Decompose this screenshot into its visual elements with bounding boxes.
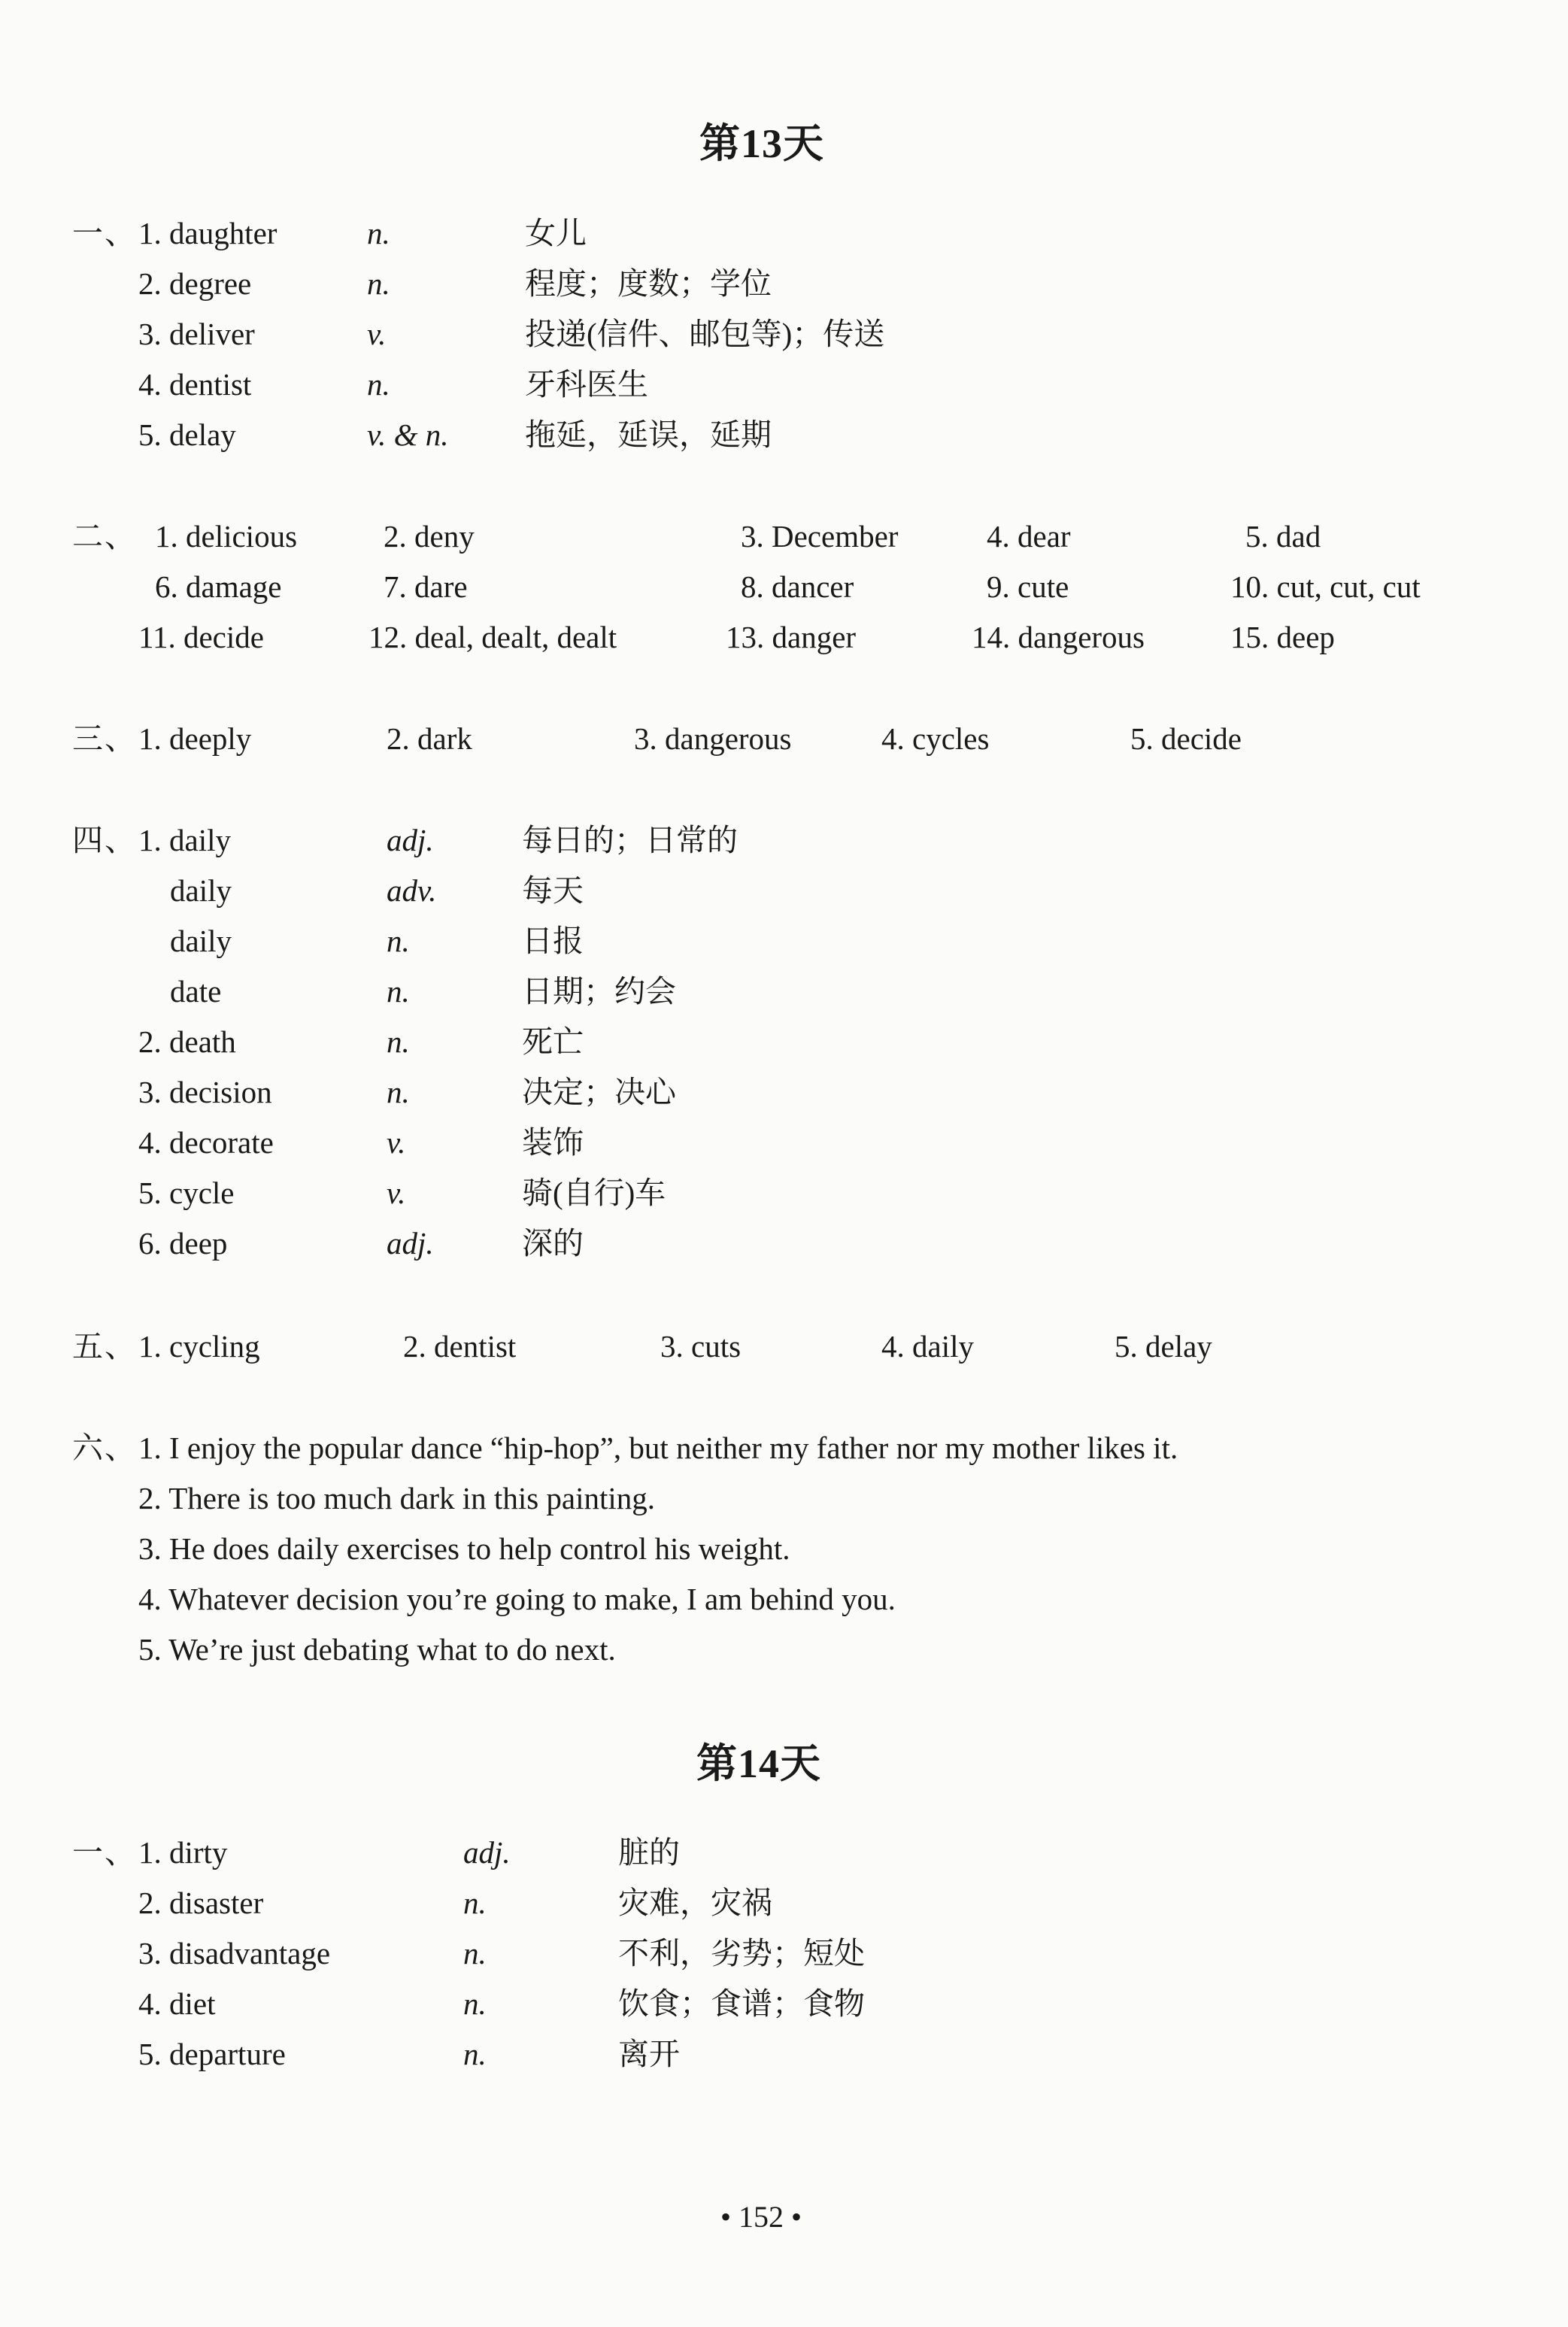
answer-row bbox=[0, 564, 1568, 609]
answer-item: 2. deny bbox=[384, 519, 475, 554]
vocab-meaning: 拖延，延误，延期 bbox=[525, 417, 772, 452]
answer-item: 5. decide bbox=[1130, 721, 1242, 756]
answer-item: 10. cut, cut, cut bbox=[1230, 569, 1421, 604]
vocab-row bbox=[0, 2031, 1568, 2077]
vocab-pos: n. bbox=[463, 1886, 487, 1920]
vocab-pos: v. bbox=[387, 1176, 406, 1210]
vocab-pos: n. bbox=[387, 1024, 410, 1059]
vocab-meaning: 日报 bbox=[522, 924, 584, 958]
sentence-row bbox=[0, 1526, 1568, 1571]
sentence: 5. We’re just debating what to do next. bbox=[138, 1632, 616, 1667]
vocab-pos: n. bbox=[463, 1936, 487, 1971]
vocab-word: daily bbox=[170, 924, 232, 958]
vocab-pos: adv. bbox=[387, 873, 437, 908]
vocab-pos: v. & n. bbox=[367, 417, 449, 452]
vocab-meaning: 脏的 bbox=[618, 1835, 680, 1870]
vocab-word: 1. dirty bbox=[138, 1835, 228, 1870]
vocab-row bbox=[0, 211, 1568, 256]
vocab-word: 4. dentist bbox=[138, 367, 252, 402]
vocab-meaning: 每日的；日常的 bbox=[522, 823, 738, 857]
vocab-row bbox=[0, 1019, 1568, 1064]
vocab-row bbox=[0, 868, 1568, 913]
answer-row bbox=[0, 1324, 1568, 1369]
vocab-row bbox=[0, 1069, 1568, 1115]
answer-item: 3. dangerous bbox=[634, 721, 792, 756]
answer-item: 15. deep bbox=[1230, 620, 1335, 654]
vocab-word: 4. decorate bbox=[138, 1125, 274, 1160]
sentence-row bbox=[0, 1627, 1568, 1672]
vocab-word: 2. death bbox=[138, 1024, 236, 1059]
answer-item: 6. damage bbox=[155, 569, 282, 604]
vocab-meaning: 骑(自行)车 bbox=[522, 1176, 666, 1210]
vocab-word: 5. departure bbox=[138, 2037, 286, 2071]
answer-item: 11. decide bbox=[138, 620, 264, 654]
section-label: 三、 bbox=[72, 721, 137, 756]
sentence-row bbox=[0, 1476, 1568, 1521]
answer-row bbox=[0, 514, 1568, 559]
vocab-meaning: 饮食；食谱；食物 bbox=[618, 1986, 865, 2021]
answer-item: 1. cycling bbox=[138, 1329, 260, 1364]
vocab-row bbox=[0, 1830, 1568, 1875]
answer-item: 4. daily bbox=[881, 1329, 974, 1364]
vocab-word: 4. diet bbox=[138, 1986, 216, 2021]
answer-row bbox=[0, 716, 1568, 761]
answer-item: 3. December bbox=[741, 519, 899, 554]
vocab-row bbox=[0, 918, 1568, 963]
section-label: 二、 bbox=[72, 519, 137, 554]
vocab-meaning: 每天 bbox=[522, 873, 584, 908]
vocab-pos: adj. bbox=[387, 823, 434, 857]
vocab-word: 5. cycle bbox=[138, 1176, 235, 1210]
vocab-meaning: 投递(信件、邮包等)；传送 bbox=[525, 317, 885, 351]
sentence-row bbox=[0, 1576, 1568, 1622]
vocab-word: 5. delay bbox=[138, 417, 236, 452]
vocab-word: daily bbox=[170, 873, 232, 908]
vocab-pos: n. bbox=[367, 216, 390, 250]
sentence: 4. Whatever decision you’re going to make, I am behind you. bbox=[138, 1582, 896, 1616]
vocab-word: 2. degree bbox=[138, 266, 252, 301]
vocab-row bbox=[0, 969, 1568, 1014]
vocab-meaning: 程度；度数；学位 bbox=[525, 266, 772, 301]
vocab-word: 1. daughter bbox=[138, 216, 278, 250]
sentence-row bbox=[0, 1425, 1568, 1470]
section-label: 五、 bbox=[72, 1329, 137, 1364]
section-label: 六、 bbox=[72, 1430, 137, 1465]
vocab-pos: n. bbox=[387, 974, 410, 1009]
day14-title: 第14天 bbox=[696, 1741, 821, 1786]
vocab-pos: n. bbox=[387, 1075, 410, 1109]
vocab-pos: v. bbox=[387, 1125, 406, 1160]
vocab-row bbox=[0, 1981, 1568, 2026]
sentence: 3. He does daily exercises to help control his weight. bbox=[138, 1531, 790, 1566]
answer-item: 4. dear bbox=[987, 519, 1071, 554]
page-number: • 152 • bbox=[720, 2200, 802, 2234]
vocab-row bbox=[0, 818, 1568, 863]
vocab-pos: n. bbox=[367, 367, 390, 402]
answer-item: 9. cute bbox=[987, 569, 1069, 604]
vocab-pos: adj. bbox=[387, 1226, 434, 1261]
vocab-meaning: 装饰 bbox=[522, 1125, 584, 1160]
section-label: 四、 bbox=[72, 823, 137, 857]
section-label: 一、 bbox=[72, 1835, 137, 1870]
answer-item: 7. dare bbox=[384, 569, 468, 604]
answer-item: 4. cycles bbox=[881, 721, 990, 756]
answer-item: 2. dentist bbox=[403, 1329, 517, 1364]
vocab-meaning: 不利，劣势；短处 bbox=[618, 1936, 865, 1971]
sentence: 1. I enjoy the popular dance “hip-hop”, but neither my father nor my mother likes it. bbox=[138, 1430, 1178, 1465]
answer-item: 1. deeply bbox=[138, 721, 252, 756]
sentence: 2. There is too much dark in this painting. bbox=[138, 1481, 656, 1515]
answer-item: 8. dancer bbox=[741, 569, 854, 604]
vocab-pos: n. bbox=[463, 2037, 487, 2071]
answer-item: 2. dark bbox=[387, 721, 472, 756]
vocab-meaning: 离开 bbox=[618, 2037, 680, 2071]
vocab-word: 3. disadvantage bbox=[138, 1936, 331, 1971]
answer-item: 13. danger bbox=[726, 620, 857, 654]
vocab-row bbox=[0, 1120, 1568, 1165]
vocab-word: 3. deliver bbox=[138, 317, 255, 351]
answer-item: 5. dad bbox=[1245, 519, 1321, 554]
vocab-meaning: 决定；决心 bbox=[522, 1075, 676, 1109]
vocab-pos: n. bbox=[387, 924, 410, 958]
section-label: 一、 bbox=[72, 216, 137, 250]
vocab-word: date bbox=[170, 974, 222, 1009]
vocab-row bbox=[0, 311, 1568, 356]
vocab-row bbox=[0, 362, 1568, 407]
vocab-pos: n. bbox=[463, 1986, 487, 2021]
vocab-word: 1. daily bbox=[138, 823, 231, 857]
vocab-meaning: 女儿 bbox=[525, 216, 587, 250]
answer-item: 1. delicious bbox=[155, 519, 298, 554]
vocab-word: 2. disaster bbox=[138, 1886, 264, 1920]
vocab-pos: v. bbox=[367, 317, 387, 351]
vocab-meaning: 灾难，灾祸 bbox=[618, 1886, 772, 1920]
vocab-row bbox=[0, 1880, 1568, 1925]
vocab-pos: adj. bbox=[463, 1835, 511, 1870]
vocab-row bbox=[0, 412, 1568, 457]
answer-item: 14. dangerous bbox=[972, 620, 1145, 654]
answer-item: 12. deal, dealt, dealt bbox=[368, 620, 617, 654]
vocab-word: 3. decision bbox=[138, 1075, 272, 1109]
vocab-pos: n. bbox=[367, 266, 390, 301]
vocab-meaning: 深的 bbox=[522, 1226, 584, 1261]
answer-item: 5. delay bbox=[1115, 1329, 1212, 1364]
vocab-meaning: 牙科医生 bbox=[525, 367, 648, 402]
vocab-meaning: 日期；约会 bbox=[522, 974, 676, 1009]
vocab-row bbox=[0, 261, 1568, 306]
answer-item: 3. cuts bbox=[660, 1329, 742, 1364]
vocab-word: 6. deep bbox=[138, 1226, 228, 1261]
vocab-row bbox=[0, 1931, 1568, 1976]
day13-title: 第13天 bbox=[699, 121, 824, 166]
vocab-row bbox=[0, 1221, 1568, 1266]
vocab-meaning: 死亡 bbox=[522, 1024, 584, 1059]
vocab-row bbox=[0, 1170, 1568, 1215]
answer-row bbox=[0, 614, 1568, 660]
